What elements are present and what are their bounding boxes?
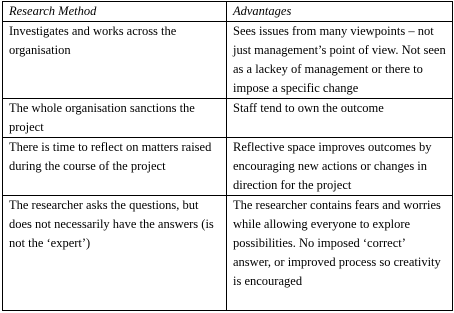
table-row: [3, 99, 453, 138]
research-method-advantages-table: [2, 1, 453, 311]
cell-advantage: Sees issues from many viewpoints – not just management’s point of view. Not seen as a lackey of management or there to impose a specific change: [227, 22, 453, 99]
cell-advantage: Reflective space improves outcomes by encouraging new actions or changes in direction for the project: [227, 138, 453, 196]
table-row: [3, 196, 453, 311]
header-research-method: Research Method: [3, 2, 227, 22]
table-header-row: [3, 2, 453, 22]
cell-research-method: The researcher asks the questions, but does not necessarily have the answers (is not the ‘expert’): [3, 196, 227, 311]
table-row: [3, 138, 453, 196]
table-row: [3, 22, 453, 99]
cell-research-method: Investigates and works across the organisation: [3, 22, 227, 99]
header-advantages: Advantages: [227, 2, 453, 22]
cell-advantage: Staff tend to own the outcome: [227, 99, 453, 138]
cell-research-method: There is time to reflect on matters raised during the course of the project: [3, 138, 227, 196]
cell-research-method: The whole organisation sanctions the project: [3, 99, 227, 138]
document-table-container: [2, 1, 453, 311]
cell-advantage: The researcher contains fears and worries while allowing everyone to explore possibilities. No imposed ‘correct’ answer, or improved process so creativity is encouraged: [227, 196, 453, 311]
